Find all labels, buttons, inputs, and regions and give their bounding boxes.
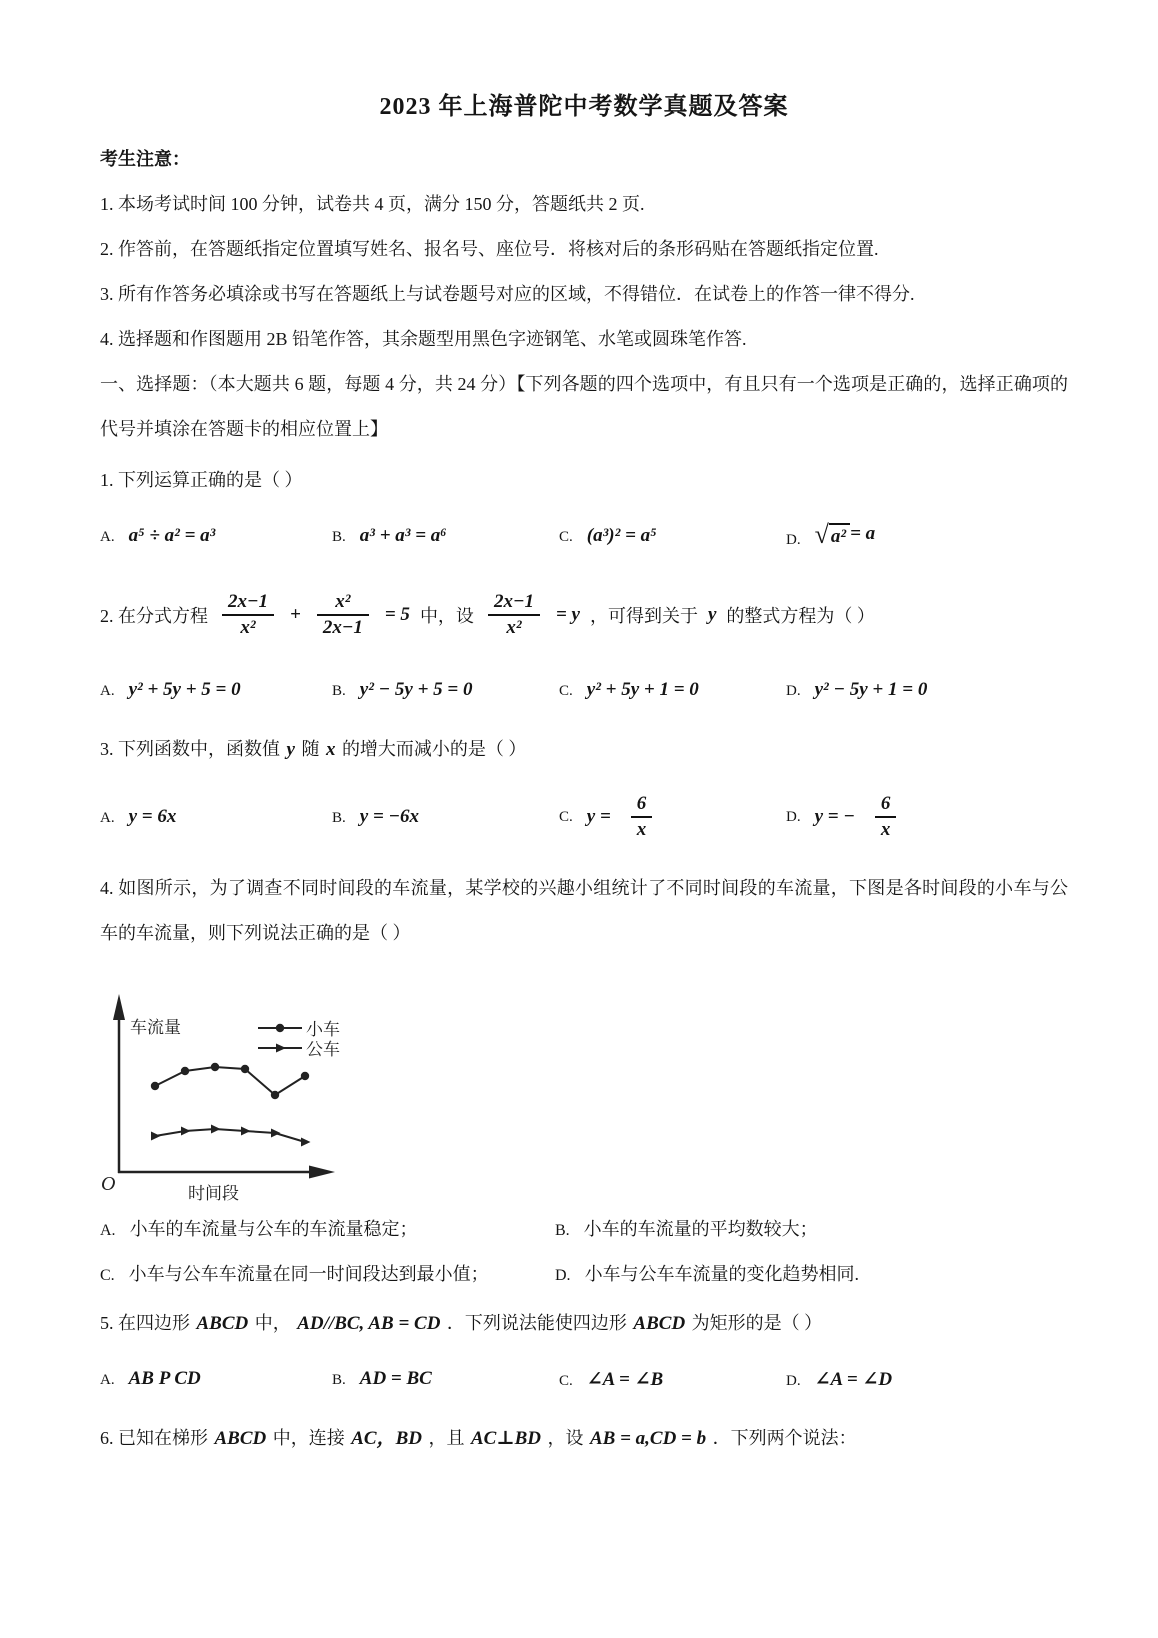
legend-triangle-marker-icon [276, 1044, 286, 1053]
question-5-text [100, 1301, 1068, 1346]
q4-option-a-text: 小车的车流量与公车的车流量稳定； [129, 1218, 418, 1239]
q3-option-c-fraction [629, 792, 655, 842]
q2-option-d-formula: y² − 5y + 1 = 0 [814, 679, 928, 700]
q5-option-d [786, 1368, 1068, 1391]
question-2-text [100, 573, 1068, 657]
instruction-3: 3. 所有作答务必填涂或书写在答题纸上与试卷题号对应的区域，不得错位．在试卷上的作答一律不得分. [100, 284, 915, 304]
q3-option-d [786, 792, 1068, 842]
q4-options-row-1 [100, 1205, 1068, 1250]
option-label-d: D. [786, 683, 801, 699]
series-marker-circle [181, 1067, 189, 1075]
q1-option-d [786, 520, 1068, 549]
q6-math-ac-bd: AC，BD [351, 1428, 422, 1449]
q3-t2: 随 [301, 739, 320, 759]
fraction-denominator: x² [506, 617, 522, 638]
q4-option-b [555, 1215, 1068, 1241]
q5-option-c [559, 1368, 786, 1391]
q5-option-c-formula: ∠A = ∠B [586, 1368, 664, 1390]
question-3-text [100, 727, 1068, 772]
q3-t1: 3. 下列函数中，函数值 [100, 739, 280, 759]
series-marker-triangle [181, 1127, 191, 1136]
q4-option-c [100, 1260, 555, 1286]
legend-label-xiaoche: 小车 [306, 1020, 340, 1039]
option-label-a: A. [100, 810, 115, 826]
option-label-d: D. [786, 808, 801, 825]
fraction-numerator: x² [335, 591, 351, 613]
legend-circle-marker-icon [276, 1024, 284, 1032]
q3-option-a-formula: y = 6x [128, 806, 177, 827]
q3-option-d-fraction [873, 792, 899, 842]
q5-option-b-formula: AD = BC [359, 1368, 432, 1389]
question-1-text: 1. 下列运算正确的是（ ） [100, 470, 303, 490]
instruction-1: 1. 本场考试时间 100 分钟，试卷共 4 页，满分 150 分，答题纸共 2 页. [100, 194, 645, 214]
q3-var-y: y [286, 739, 295, 760]
question-4-text: 4. 如图所示，为了调查不同时间段的车流量，某学校的兴趣小组统计了不同时间段的车流量，下图是各时间段的小车与公车的车流量，则下列说法正确的是（ ） [100, 878, 1068, 943]
q2-option-b-formula: y² − 5y + 5 = 0 [359, 679, 473, 700]
q3-var-x: x [325, 739, 336, 760]
q2-equals-5: = 5 [384, 604, 410, 625]
q5-option-d-formula: ∠A = ∠D [814, 1368, 893, 1390]
fraction-3 [486, 590, 542, 640]
option-label-c: C. [559, 529, 573, 545]
q2-option-b [332, 679, 559, 701]
q3-option-c [559, 792, 786, 842]
q5-option-b [332, 1368, 559, 1390]
q4-option-b-text: 小车的车流量的平均数较大； [583, 1218, 818, 1239]
instruction-2: 2. 作答前，在答题纸指定位置填写姓名、报名号、座位号．将核对后的条形码贴在答题纸指定位置. [100, 239, 879, 259]
q1-options [100, 513, 1068, 559]
q2-equals-y: = y [555, 604, 580, 625]
q4-options-row-2 [100, 1250, 1068, 1295]
q4-option-a [100, 1215, 555, 1241]
fraction-numerator: 2x−1 [228, 591, 269, 613]
q6-t4: ，设 [547, 1428, 584, 1448]
q3-option-d-pre: y = − [814, 806, 855, 827]
q5-math-conditions: AD//BC, AB = CD [297, 1313, 441, 1334]
option-label-b: B. [332, 810, 346, 826]
q2-text-after1: ，可得到关于 [589, 606, 698, 626]
q6-math-ab-cd: AB = a,CD = b [589, 1428, 707, 1449]
x-axis-arrow-icon [309, 1166, 335, 1179]
option-label-d: D. [786, 532, 801, 548]
q2-text-after2: 的整式方程为（ ） [726, 606, 875, 626]
q5-option-a [100, 1368, 332, 1390]
plus-operator: + [290, 604, 301, 625]
option-label-b: B. [332, 1372, 346, 1388]
traffic-flow-chart [100, 960, 365, 1205]
q3-option-b [332, 806, 559, 828]
chart-legend [258, 1020, 340, 1059]
q5-math-abcd-2: ABCD [633, 1313, 686, 1334]
series-marker-triangle [151, 1132, 161, 1141]
option-label-b: B. [332, 683, 346, 699]
series-marker-triangle [241, 1127, 251, 1136]
series-line-2 [155, 1129, 305, 1142]
q6-t3: ，且 [428, 1428, 465, 1448]
option-label-c: C. [559, 808, 573, 825]
series-marker-triangle [211, 1125, 221, 1134]
series-marker-circle [271, 1091, 279, 1099]
chart-series [151, 1063, 311, 1147]
option-label-c: C. [100, 1266, 115, 1284]
option-label-a: A. [100, 529, 115, 545]
q6-t5: ．下列两个说法： [712, 1428, 857, 1448]
q5-option-a-formula: AB P CD [128, 1368, 201, 1389]
q2-option-a-formula: y² + 5y + 5 = 0 [128, 679, 241, 700]
radical-rhs: = a [850, 523, 876, 544]
q6-math-perpendicular: AC⊥BD [471, 1428, 541, 1449]
option-label-b: B. [555, 1221, 570, 1239]
notice-heading: 考生注意： [100, 149, 190, 169]
q1-option-c-formula: (a³)² = a⁵ [586, 525, 657, 546]
q2-option-d [786, 679, 1068, 701]
q4-option-d [555, 1260, 1068, 1286]
q1-option-b [332, 525, 559, 547]
q2-option-c-formula: y² + 5y + 1 = 0 [586, 679, 699, 700]
fraction-denominator: x [636, 819, 647, 840]
option-label-d: D. [555, 1266, 571, 1284]
option-label-b: B. [332, 529, 346, 545]
series-marker-circle [241, 1065, 249, 1073]
q3-options [100, 782, 1068, 852]
question-6-text [100, 1416, 1068, 1461]
legend-label-gongche: 公车 [306, 1040, 340, 1059]
q6-math-abcd: ABCD [214, 1428, 267, 1449]
section-heading: 一、选择题：（本大题共 6 题，每题 4 分，共 24 分）【下列各题的四个选项中，有且只有一个选项是正确的，选择正确项的代号并填涂在答题卡的相应位置上】 [100, 374, 1068, 439]
option-label-d: D. [786, 1372, 801, 1389]
q3-option-c-pre: y = [586, 806, 611, 827]
q1-option-b-formula: a³ + a³ = a⁶ [359, 525, 447, 546]
option-label-a: A. [100, 1372, 115, 1388]
page-title: 2023 年上海普陀中考数学真题及答案 [379, 94, 789, 120]
instruction-4: 4. 选择题和作图题用 2B 铅笔作答，其余题型用黑色字迹钢笔、水笔或圆珠笔作答. [100, 329, 747, 349]
q2-text-mid: 中，设 [419, 606, 474, 626]
q5-t4: 为矩形的是（ ） [691, 1313, 823, 1333]
q6-t1: 6. 已知在梯形 [100, 1428, 208, 1448]
fraction-numerator: 6 [880, 793, 891, 815]
series-marker-circle [301, 1072, 309, 1080]
y-axis-arrow-icon [113, 994, 125, 1020]
y-axis-label: 车流量 [130, 1018, 181, 1037]
q2-option-c [559, 679, 786, 701]
q5-t2: 中， [254, 1313, 291, 1333]
series-marker-triangle [301, 1138, 311, 1147]
fraction-numerator: 2x−1 [493, 591, 534, 613]
q2-text-before: 2. 在分式方程 [100, 606, 208, 626]
q1-option-d-formula [813, 520, 878, 549]
q5-options [100, 1356, 1068, 1402]
fraction-2 [315, 590, 371, 640]
q5-t1: 5. 在四边形 [100, 1313, 190, 1333]
q1-option-c [559, 525, 786, 547]
x-axis-label: 时间段 [188, 1184, 239, 1203]
q2-option-a [100, 679, 332, 701]
series-line-1 [155, 1067, 305, 1095]
fraction-denominator: 2x−1 [322, 617, 363, 638]
radical-sign: √ [814, 520, 829, 549]
origin-label: O [101, 1173, 116, 1195]
option-label-a: A. [100, 1221, 116, 1239]
q5-math-abcd-1: ABCD [196, 1313, 249, 1334]
fraction-numerator: 6 [636, 793, 647, 815]
q6-t2: 中，连接 [272, 1428, 345, 1448]
traffic-chart-svg [100, 960, 365, 1205]
q4-option-d-text: 小车与公车车流量的变化趋势相同. [584, 1263, 860, 1284]
q4-option-c-text: 小车与公车车流量在同一时间段达到最小值； [128, 1263, 489, 1284]
q3-option-a [100, 806, 332, 828]
fraction-denominator: x² [240, 617, 256, 638]
q3-t3: 的增大而减小的是（ ） [341, 739, 527, 759]
q5-t3: ．下列说法能使四边形 [446, 1313, 627, 1333]
q1-option-a-formula: a⁵ ÷ a² = a³ [128, 525, 216, 546]
fraction-1 [220, 590, 276, 640]
series-marker-circle [211, 1063, 219, 1071]
q2-var-y: y [707, 604, 717, 625]
option-label-c: C. [559, 683, 573, 699]
option-label-c: C. [559, 1372, 573, 1389]
fraction-denominator: x [880, 819, 891, 840]
q2-options [100, 667, 1068, 713]
radicand: a² [829, 523, 850, 548]
series-marker-circle [151, 1082, 159, 1090]
series-marker-triangle [271, 1129, 281, 1138]
q3-option-b-formula: y = −6x [359, 806, 420, 827]
option-label-a: A. [100, 683, 115, 699]
q1-option-a [100, 525, 332, 547]
